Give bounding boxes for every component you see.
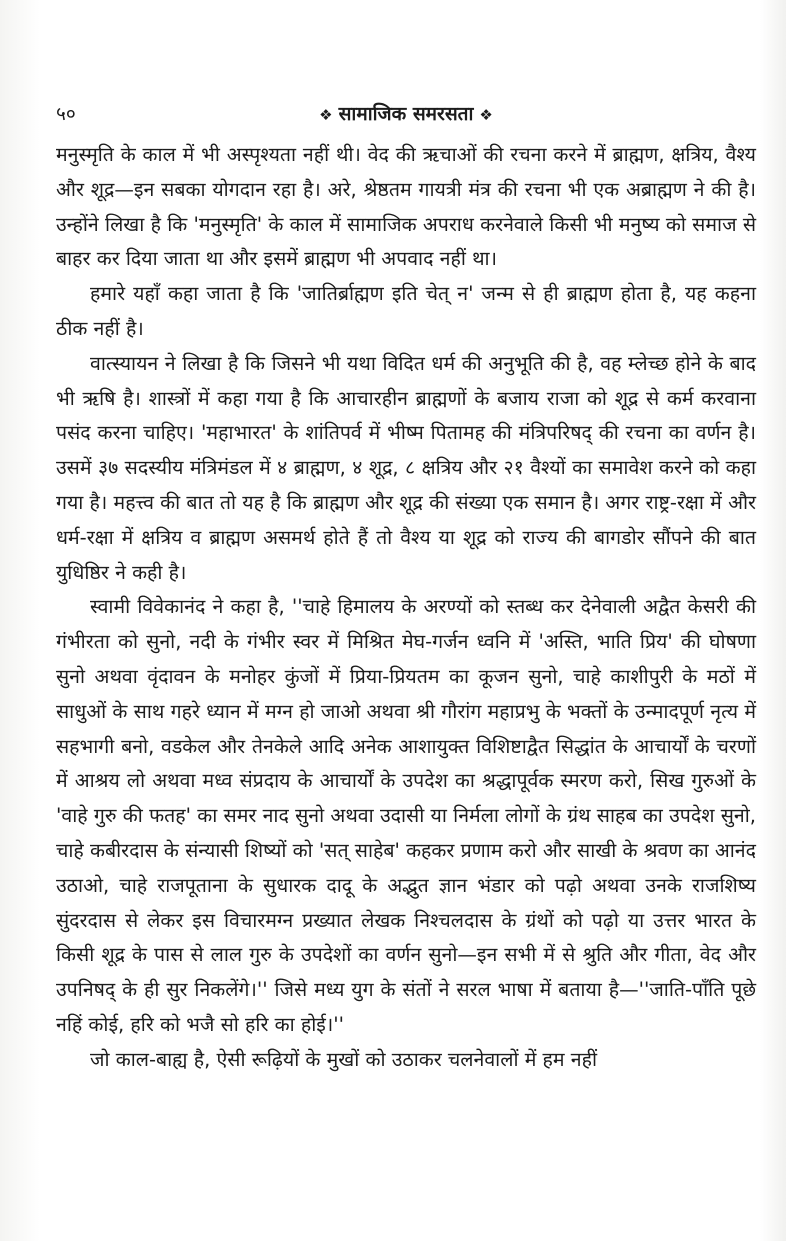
paragraph-1: मनुस्मृति के काल में भी अस्पृश्यता नहीं थी। वेद की ऋचाओं की रचना करने में ब्राह्मण, क्षत्रिय, वैश्य और शूद्र—इन सबका योगदान रहा है। अरे, श्रेष्ठतम गायत्री मंत्र की रचना भी एक अब्राह्मण ने की है। उन्होंने लिखा है कि 'मनुस्मृति' के काल में सामाजिक अपराध करनेवाले किसी भी मनुष्य को समाज से बाहर कर दिया जाता था और इसमें ब्राह्मण भी अपवाद नहीं था। bbox=[56, 143, 756, 271]
page-number: ५० bbox=[56, 103, 76, 125]
paragraph-2: हमारे यहाँ कहा जाता है कि 'जातिर्ब्राह्मण इति चेत् न' जन्म से ही ब्राह्मण होता है, यह कहना ठीक नहीं है। bbox=[56, 282, 756, 340]
paragraph-3: वात्स्यायन ने लिखा है कि जिसने भी यथा विदित धर्म की अनुभूति की है, वह म्लेच्छ होने के बाद भी ऋषि है। शास्त्रों में कहा गया है कि आचारहीन ब्राह्मणों के बजाय राजा को शूद्र से कर्म करवाना पसंद करना चाहिए। 'महाभारत' के शांतिपर्व में भीष्म पितामह की मंत्रिपरिषद् की रचना का वर्णन है। उसमें ३७ सदस्यीय मंत्रिमंडल में ४ ब्राह्मण, ४ शूद्र, ८ क्षत्रिय और २१ वैश्यों का समावेश करने को कहा गया है। महत्त्व की बात तो यह है कि ब्राह्मण और शूद्र की संख्या एक समान है। अगर राष्ट्र-रक्षा में और धर्म-रक्षा में क्षत्रिय व ब्राह्मण असमर्थ होते हैं तो वैश्य या शूद्र को राज्य की बागडोर सौंपने की बात युधिष्ठिर ने कही है। bbox=[56, 351, 756, 584]
page-header bbox=[56, 100, 756, 130]
ornament-left-icon: ❖ bbox=[319, 106, 333, 124]
ornament-right-icon: ❖ bbox=[479, 106, 493, 124]
chapter-title: सामाजिक समरसता bbox=[338, 103, 474, 125]
body-text bbox=[56, 138, 756, 1078]
running-title bbox=[56, 100, 756, 126]
paragraph-5: जो काल-बाह्य है, ऐसी रूढ़ियों के मुखों को उठाकर चलनेवालों में हम नहीं bbox=[90, 1047, 598, 1071]
paragraph-4: स्वामी विवेकानंद ने कहा है, ''चाहे हिमालय के अरण्यों को स्तब्ध कर देनेवाली अद्वैत केसरी की गंभीरता को सुनो, नदी के गंभीर स्वर में मिश्रित मेघ-गर्जन ध्वनि में 'अस्ति, भाति प्रिय' की घोषणा सुनो अथवा वृंदावन के मनोहर कुंजों में प्रिया-प्रियतम का कूजन सुनो, चाहे काशीपुरी के मठों में साधुओं के साथ गहरे ध्यान में मग्न हो जाओ अथवा श्री गौरांग महाप्रभु के भक्तों के उन्मादपूर्ण नृत्य में सहभागी बनो, वडकेल और तेनकेले आदि अनेक आशायुक्त विशिष्टाद्वैत सिद्धांत के आचार्यों के चरणों में आश्रय लो अथवा मध्व संप्रदाय के आचार्यों के उपदेश का श्रद्धापूर्वक स्मरण करो, सिख गुरुओं के 'वाहे गुरु की फतह' का समर नाद सुनो अथवा उदासी या निर्मला लोगों के ग्रंथ साहब का उपदेश सुनो, चाहे कबीरदास के संन्यासी शिष्यों को 'सत् साहेब' कहकर प्रणाम करो और साखी के श्रवण का आनंद उठाओ, चाहे राजपूताना के सुधारक दादू के अद्भुत ज्ञान भंडार को पढ़ो अथवा उनके राजशिष्य सुंदरदास से लेकर इस विचारमग्न प्रख्यात लेखक निश्चलदास के ग्रंथों को पढ़ो या उत्तर भारत के किसी शूद्र के पास से लाल गुरु के उपदेशों का वर्णन सुनो—इन सभी में से श्रुति और गीता, वेद और उपनिषद् के ही सुर निकलेंगे।'' जिसे मध्य युग के संतों ने सरल भाषा में बताया है—''जाति-पाँति पूछे नहिं कोई, हरि को भजै सो हरि का होई।'' bbox=[56, 595, 756, 1036]
